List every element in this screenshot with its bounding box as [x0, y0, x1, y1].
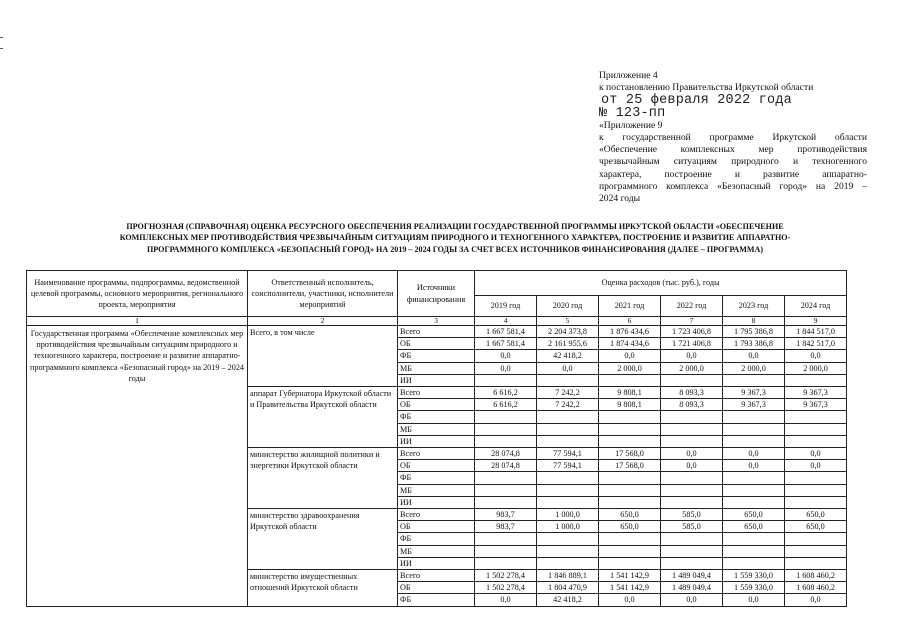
source-cell: Всего — [398, 387, 475, 399]
value-cell: 42 418,2 — [537, 594, 599, 606]
value-cell — [723, 472, 785, 484]
source-cell: ОБ — [398, 521, 475, 533]
value-cell: 9 367,3 — [785, 387, 847, 399]
value-cell — [723, 484, 785, 496]
value-cell — [723, 557, 785, 569]
value-cell: 1 608 460,2 — [785, 582, 847, 594]
value-cell — [599, 557, 661, 569]
value-cell: 1 721 406,8 — [661, 338, 723, 350]
title-line: ПРОГНОЗНАЯ (СПРАВОЧНАЯ) ОЦЕНКА РЕСУРСНОГО ОБЕСПЕЧЕНИЯ РЕАЛИЗАЦИИ ГОСУДАРСТВЕННОЙ ПРОГРАММЫ ИРКУТСКОЙ ОБЛАСТИ «ОБЕСПЕЧЕНИЕ — [126, 222, 784, 231]
value-cell: 0,0 — [785, 448, 847, 460]
annex-resolution: к постановлению Правительства Иркутской области — [599, 82, 814, 94]
source-cell: ИИ — [398, 374, 475, 386]
column-number: 9 — [785, 317, 847, 326]
value-cell — [723, 411, 785, 423]
value-cell: 0,0 — [723, 460, 785, 472]
value-cell — [537, 423, 599, 435]
value-cell — [537, 472, 599, 484]
scan-mark — [0, 37, 3, 38]
executor-cell: аппарат Губернатора Иркутской области и Правительства Иркутской области — [248, 387, 398, 448]
value-cell — [599, 374, 661, 386]
value-cell — [661, 435, 723, 447]
value-cell — [661, 557, 723, 569]
executor-cell: Всего, в том числе — [248, 326, 398, 387]
annex-line: чрезвычайным ситуациям природного и техногенного — [599, 156, 867, 168]
source-cell: ФБ — [398, 594, 475, 606]
value-cell: 1 541 142,9 — [599, 582, 661, 594]
source-cell: ОБ — [398, 582, 475, 594]
value-cell: 0,0 — [475, 350, 537, 362]
source-cell: ФБ — [398, 472, 475, 484]
column-number: 3 — [398, 317, 475, 326]
value-cell — [785, 472, 847, 484]
value-cell — [475, 472, 537, 484]
annex-line: характера, построение и развитие аппаратно- — [599, 168, 867, 180]
value-cell: 1 559 330,0 — [723, 570, 785, 582]
column-number: 6 — [599, 317, 661, 326]
value-cell — [785, 435, 847, 447]
value-cell: 1 846 889,1 — [537, 570, 599, 582]
annex-line: к государственной программе Иркутской области — [599, 132, 867, 144]
value-cell: 983,7 — [475, 521, 537, 533]
source-cell: МБ — [398, 362, 475, 374]
source-cell: МБ — [398, 484, 475, 496]
source-cell: Всего — [398, 570, 475, 582]
value-cell — [537, 411, 599, 423]
value-cell: 1 874 434,6 — [599, 338, 661, 350]
annex-block — [599, 70, 867, 205]
annex-appendix: «Приложение 9 — [599, 120, 663, 132]
value-cell — [661, 496, 723, 508]
value-cell — [785, 545, 847, 557]
value-cell: 9 367,3 — [723, 399, 785, 411]
value-cell: 0,0 — [723, 350, 785, 362]
value-cell — [537, 533, 599, 545]
source-cell: ФБ — [398, 411, 475, 423]
value-cell: 2 000,0 — [785, 362, 847, 374]
value-cell: 9 808,1 — [599, 387, 661, 399]
value-cell — [475, 374, 537, 386]
value-cell — [723, 496, 785, 508]
value-cell — [537, 545, 599, 557]
value-cell — [661, 533, 723, 545]
value-cell: 7 242,2 — [537, 399, 599, 411]
value-cell: 1 842 517,0 — [785, 338, 847, 350]
value-cell: 0,0 — [723, 448, 785, 460]
value-cell: 0,0 — [785, 350, 847, 362]
value-cell: 650,0 — [785, 509, 847, 521]
value-cell: 9 367,3 — [723, 387, 785, 399]
value-cell: 17 568,0 — [599, 460, 661, 472]
value-cell: 9 367,3 — [785, 399, 847, 411]
column-number: 8 — [723, 317, 785, 326]
value-cell: 17 568,0 — [599, 448, 661, 460]
value-cell: 6 616,2 — [475, 387, 537, 399]
value-cell: 650,0 — [599, 509, 661, 521]
document-title — [40, 221, 870, 255]
value-cell — [599, 423, 661, 435]
value-cell: 77 594,1 — [537, 460, 599, 472]
value-cell — [785, 533, 847, 545]
value-cell: 1 502 278,4 — [475, 570, 537, 582]
table-row — [27, 326, 847, 338]
value-cell: 1 502 278,4 — [475, 582, 537, 594]
value-cell — [661, 484, 723, 496]
value-cell — [475, 435, 537, 447]
value-cell — [785, 411, 847, 423]
value-cell — [723, 423, 785, 435]
source-cell: ОБ — [398, 399, 475, 411]
value-cell — [661, 374, 723, 386]
value-cell: 9 808,1 — [599, 399, 661, 411]
header-year: 2021 год — [599, 296, 661, 317]
value-cell: 0,0 — [661, 350, 723, 362]
value-cell: 8 093,3 — [661, 387, 723, 399]
value-cell: 1 667 581,4 — [475, 338, 537, 350]
value-cell: 0,0 — [599, 350, 661, 362]
value-cell — [537, 374, 599, 386]
value-cell: 0,0 — [599, 594, 661, 606]
source-cell: ОБ — [398, 460, 475, 472]
header-year: 2023 год — [723, 296, 785, 317]
source-cell: ОБ — [398, 338, 475, 350]
value-cell — [661, 423, 723, 435]
value-cell: 0,0 — [661, 460, 723, 472]
value-cell — [599, 545, 661, 557]
value-cell: 8 093,3 — [661, 399, 723, 411]
value-cell: 0,0 — [475, 594, 537, 606]
value-cell: 1 795 386,8 — [723, 326, 785, 338]
value-cell: 650,0 — [599, 521, 661, 533]
value-cell: 7 242,2 — [537, 387, 599, 399]
value-cell — [599, 411, 661, 423]
value-cell: 1 723 406,8 — [661, 326, 723, 338]
value-cell — [661, 411, 723, 423]
value-cell — [785, 496, 847, 508]
value-cell: 2 000,0 — [599, 362, 661, 374]
value-cell: 2 000,0 — [723, 362, 785, 374]
value-cell: 585,0 — [661, 521, 723, 533]
value-cell: 0,0 — [723, 594, 785, 606]
source-cell: ИИ — [398, 496, 475, 508]
value-cell: 0,0 — [661, 594, 723, 606]
value-cell: 1 489 049,4 — [661, 582, 723, 594]
header-year: 2022 год — [661, 296, 723, 317]
value-cell — [475, 533, 537, 545]
value-cell — [537, 496, 599, 508]
value-cell — [661, 472, 723, 484]
header-year: 2024 год — [785, 296, 847, 317]
program-name-cell: Государственная программа «Обеспечение комплексных мер противодействия чрезвычайным ситуациям природного и техногенного характера, построение и развитие аппаратно-программного комплекса «Безопасный город» на 2019 – 2024 годы — [27, 326, 248, 607]
value-cell — [537, 557, 599, 569]
value-cell — [723, 435, 785, 447]
value-cell — [599, 435, 661, 447]
source-cell: ИИ — [398, 557, 475, 569]
header-name: Наименование программы, подпрограммы, ведомственной целевой программы, основного мероприятия, регионального проекта, мероприятия — [27, 271, 248, 317]
header-estimate: Оценка расходов (тыс. руб.), годы — [475, 271, 847, 296]
value-cell: 77 594,1 — [537, 448, 599, 460]
scan-mark — [0, 48, 3, 49]
budget-table — [26, 270, 847, 607]
value-cell — [785, 557, 847, 569]
source-cell: МБ — [398, 423, 475, 435]
header-source: Источники финансирования — [398, 271, 475, 317]
table-body — [27, 326, 847, 607]
value-cell: 1 793 386,8 — [723, 338, 785, 350]
header-year: 2020 год — [537, 296, 599, 317]
column-number: 7 — [661, 317, 723, 326]
annex-title: Приложение 4 — [599, 70, 658, 81]
value-cell — [723, 545, 785, 557]
value-cell: 1 876 434,6 — [599, 326, 661, 338]
value-cell — [599, 472, 661, 484]
column-number: 4 — [475, 317, 537, 326]
value-cell: 1 804 470,9 — [537, 582, 599, 594]
source-cell: ФБ — [398, 350, 475, 362]
title-line: ПРОГРАММНОГО КОМПЛЕКСА «БЕЗОПАСНЫЙ ГОРОД» НА 2019 – 2024 ГОДЫ ЗА СЧЕТ ВСЕХ ИСТОЧНИКОВ ФИНАНСИРОВАНИЯ (ДАЛЕЕ – ПРОГРАММА) — [146, 244, 764, 254]
value-cell: 1 000,0 — [537, 521, 599, 533]
value-cell: 0,0 — [785, 460, 847, 472]
value-cell — [475, 484, 537, 496]
stamp-date: от 25 февраля 2022 года — [601, 93, 792, 109]
value-cell: 1 559 330,0 — [723, 582, 785, 594]
column-number: 2 — [248, 317, 398, 326]
value-cell — [785, 374, 847, 386]
value-cell: 650,0 — [723, 509, 785, 521]
value-cell — [475, 545, 537, 557]
value-cell: 0,0 — [661, 448, 723, 460]
stamp-number: № 123-пп — [599, 106, 666, 122]
value-cell: 1 667 581,4 — [475, 326, 537, 338]
value-cell: 0,0 — [537, 362, 599, 374]
value-cell: 28 074,8 — [475, 460, 537, 472]
title-line: КОМПЛЕКСНЫХ МЕР ПРОТИВОДЕЙСТВИЯ ЧРЕЗВЫЧАЙНЫМ СИТУАЦИЯМ ПРИРОДНОГО И ТЕХНОГЕННОГО ХАРАКТЕРА, ПОСТРОЕНИЕ И РАЗВИТИЕ АППАРАТНО- — [119, 233, 791, 243]
value-cell — [537, 484, 599, 496]
value-cell: 1 000,0 — [537, 509, 599, 521]
value-cell: 1 608 460,2 — [785, 570, 847, 582]
executor-cell: министерство здравоохранения Иркутской области — [248, 509, 398, 570]
value-cell — [475, 496, 537, 508]
value-cell — [599, 484, 661, 496]
value-cell: 1 541 142,9 — [599, 570, 661, 582]
value-cell — [723, 374, 785, 386]
value-cell — [475, 411, 537, 423]
value-cell: 2 204 373,8 — [537, 326, 599, 338]
value-cell — [537, 435, 599, 447]
annex-line: 2024 годы — [599, 192, 641, 204]
value-cell: 28 074,8 — [475, 448, 537, 460]
value-cell: 983,7 — [475, 509, 537, 521]
source-cell: МБ — [398, 545, 475, 557]
value-cell: 2 000,0 — [661, 362, 723, 374]
value-cell — [785, 423, 847, 435]
value-cell: 650,0 — [785, 521, 847, 533]
executor-cell: министерство имущественных отношений Иркутской области — [248, 570, 398, 607]
column-number: 5 — [537, 317, 599, 326]
value-cell: 1 489 049,4 — [661, 570, 723, 582]
value-cell: 6 616,2 — [475, 399, 537, 411]
source-cell: ИИ — [398, 435, 475, 447]
value-cell — [785, 484, 847, 496]
value-cell — [661, 545, 723, 557]
value-cell — [599, 496, 661, 508]
source-cell: ФБ — [398, 533, 475, 545]
value-cell: 0,0 — [785, 594, 847, 606]
value-cell: 585,0 — [661, 509, 723, 521]
value-cell: 2 161 955,6 — [537, 338, 599, 350]
source-cell: Всего — [398, 326, 475, 338]
source-cell: Всего — [398, 509, 475, 521]
value-cell — [475, 423, 537, 435]
annex-line: «Обеспечение комплексных мер противодействия — [599, 144, 867, 156]
value-cell — [599, 533, 661, 545]
header-year: 2019 год — [475, 296, 537, 317]
value-cell — [475, 557, 537, 569]
header-executor: Ответственный исполнитель, соисполнители, участники, исполнители мероприятий — [248, 271, 398, 317]
value-cell: 650,0 — [723, 521, 785, 533]
value-cell — [723, 533, 785, 545]
executor-cell: министерство жилищной политики и энергетики Иркутской области — [248, 448, 398, 509]
source-cell: Всего — [398, 448, 475, 460]
annex-line: программного комплекса «Безопасный город» на 2019 – — [599, 180, 867, 192]
value-cell: 0,0 — [475, 362, 537, 374]
value-cell: 1 844 517,0 — [785, 326, 847, 338]
column-number: 1 — [27, 317, 248, 326]
value-cell: 42 418,2 — [537, 350, 599, 362]
